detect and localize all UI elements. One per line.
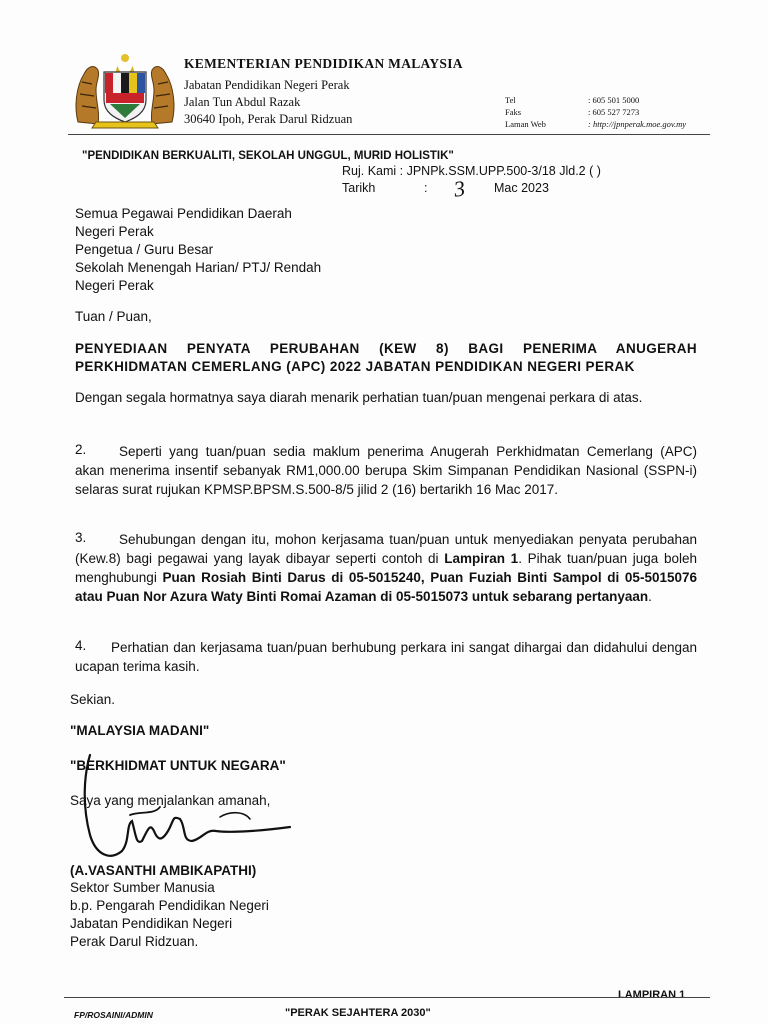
signature-mark <box>70 745 310 875</box>
signatory-line: Jabatan Pendidikan Negeri <box>70 916 233 931</box>
contact-web-value: : http://jpnperak.moe.gov.my <box>588 119 687 129</box>
paragraph-3-text: . <box>648 589 652 604</box>
paragraph-3-number: 3. <box>75 530 87 545</box>
address-street: Jalan Tun Abdul Razak <box>184 95 301 109</box>
department-name: Jabatan Pendidikan Negeri Perak <box>184 78 350 92</box>
date-colon: : <box>424 181 428 195</box>
malaysia-coat-of-arms-logo <box>70 52 180 130</box>
contact-fax-label: Faks <box>505 107 522 117</box>
contact-persons: Puan Rosiah Binti Darus di 05-5015240, Puan Fuziah Binti Sampol di 05-5015076 atau Puan Nor Azura Waty Binti Romai Azaman di 05-5015073 untuk sebarang pertanyaan <box>75 570 697 604</box>
signatory-line: b.p. Pengarah Pendidikan Negeri <box>70 898 269 913</box>
reference-number: Ruj. Kami : JPNPk.SSM.UPP.500-3/18 Jld.2 ( ) <box>342 164 601 178</box>
slogan-berkhidmat: "BERKHIDMAT UNTUK NEGARA" <box>70 758 286 773</box>
salutation: Tuan / Puan, <box>75 309 152 324</box>
letterhead-divider <box>68 134 710 135</box>
paragraph-3-text: . Pihak tuan/puan juga boleh menghubungi <box>75 551 697 585</box>
paragraph-4-number: 4. <box>75 638 87 653</box>
address-city: 30640 Ipoh, Perak Darul Ridzuan <box>184 112 353 126</box>
recipient-line: Negeri Perak <box>75 224 154 239</box>
footer-file-code: FP/ROSAINI/ADMIN <box>74 1010 153 1020</box>
recipient-line: Pengetua / Guru Besar <box>75 242 214 257</box>
closing-sekian: Sekian. <box>70 692 116 707</box>
footer-slogan: "PERAK SEJAHTERA 2030" <box>285 1007 431 1019</box>
date-month-year: Mac 2023 <box>494 181 549 195</box>
date-label: Tarikh <box>342 181 376 195</box>
paragraph-2-number: 2. <box>75 442 87 457</box>
contact-tel-label: Tel <box>505 95 516 105</box>
paragraph-2: Seperti yang tuan/puan sedia maklum penerima Anugerah Perkhidmatan Cemerlang (APC) akan menerima insentif sebanyak RM1,000.00 berupa Skim Simpanan Pendidikan Nasional (SSPN-i) selaras surat rujukan KPMSP.BPSM.S.500-8/5 jilid 2 (16) bertarikh 16 Mac 2017. <box>75 444 697 497</box>
ministry-name: KEMENTERIAN PENDIDIKAN MALAYSIA <box>184 56 463 71</box>
contact-fax-value: : 605 527 7273 <box>588 107 640 117</box>
signatory-line: Perak Darul Ridzuan. <box>70 934 199 949</box>
contact-web-label: Laman Web <box>505 119 546 129</box>
contact-tel-value: : 605 501 5000 <box>588 95 640 105</box>
slogan-malaysia-madani: "MALAYSIA MADANI" <box>70 723 210 738</box>
signatory-name: (A.VASANTHI AMBIKAPATHI) <box>70 863 257 878</box>
recipient-line: Negeri Perak <box>75 278 154 293</box>
paragraph-4: Perhatian dan kerjasama tuan/puan berhubung perkara ini sangat dihargai dan didahului dengan ucapan terima kasih. <box>75 640 697 674</box>
closing-amanah: Saya yang menjalankan amanah, <box>70 793 271 808</box>
footer-divider <box>64 997 710 998</box>
recipient-line: Sekolah Menengah Harian/ PTJ/ Rendah <box>75 260 322 275</box>
date-day-handwritten: 3 <box>452 175 467 202</box>
education-motto: "PENDIDIKAN BERKUALITI, SEKOLAH UNGGUL, MURID HOLISTIK" <box>82 150 454 162</box>
recipient-line: Semua Pegawai Pendidikan Daerah <box>75 206 292 221</box>
paragraph-3-text: Sehubungan dengan itu, mohon kerjasama tuan/puan untuk menyediakan penyata perubahan (Kew.8) bagi pegawai yang layak dibayar seperti contoh di <box>75 532 697 566</box>
lampiran-reference: Lampiran 1 <box>444 551 519 566</box>
signatory-line: Sektor Sumber Manusia <box>70 880 215 895</box>
letter-subject: PENYEDIAAN PENYATA PERUBAHAN (KEW 8) BAGI PENERIMA ANUGERAH PERKHIDMATAN CEMERLANG (APC) 2022 JABATAN PENDIDIKAN NEGERI PERAK <box>75 341 697 374</box>
lampiran-label: LAMPIRAN 1 <box>618 989 686 1001</box>
paragraph-3 <box>75 530 697 606</box>
paragraph-1: Dengan segala hormatnya saya diarah menarik perhatian tuan/puan mengenai perkara di atas. <box>75 390 643 405</box>
